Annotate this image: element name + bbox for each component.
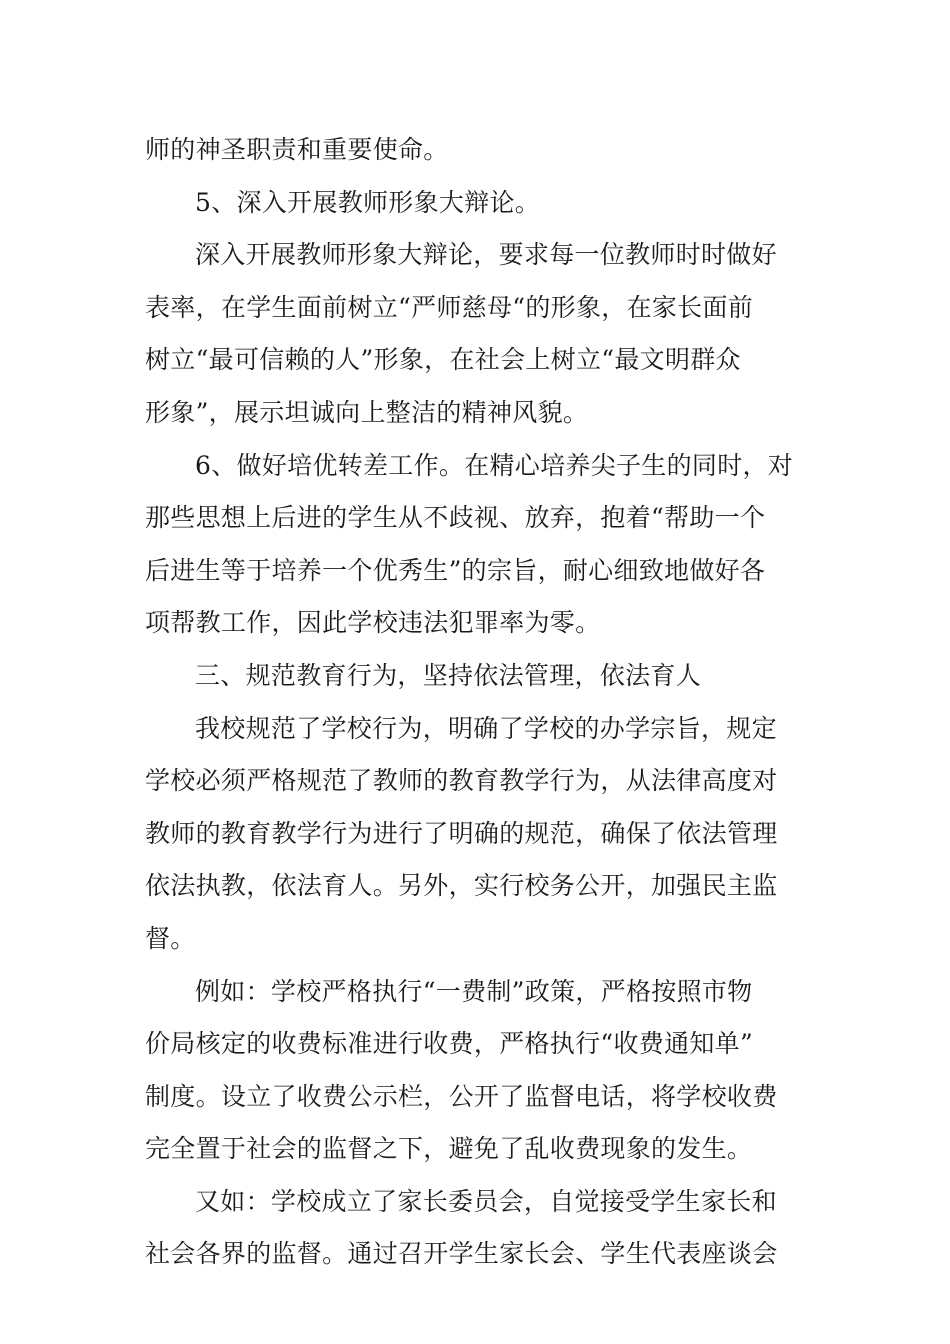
text-line: 6、做好培优转差工作。在精心培养尖子生的同时，对 — [195, 450, 794, 480]
text-line: 树立“最可信赖的人”形象，在社会上树立“最文明群众 — [145, 345, 741, 375]
text-line: 表率，在学生面前树立“严师慈母“的形象，在家长面前 — [145, 292, 754, 322]
text-line: 教师的教育教学行为进行了明确的规范，确保了依法管理 — [145, 818, 778, 848]
text-line: 社会各界的监督。通过召开学生家长会、学生代表座谈会 — [145, 1239, 778, 1269]
text-line: 又如：学校成立了家长委员会，自觉接受学生家长和 — [195, 1186, 777, 1216]
text-line: 那些思想上后进的学生从不歧视、放弃，抱着“帮助一个 — [145, 503, 766, 533]
text-line: 价局核定的收费标准进行收费，严格执行“收费通知单” — [145, 1029, 754, 1059]
text-line: 5、深入开展教师形象大辩论。 — [195, 187, 541, 217]
text-line: 制度。设立了收费公示栏，公开了监督电话，将学校收费 — [145, 1081, 778, 1111]
text-line: 后进生等于培养一个优秀生”的宗旨，耐心细致地做好各 — [145, 555, 766, 585]
text-line: 形象”，展示坦诚向上整洁的精神风貌。 — [145, 397, 589, 427]
text-line: 完全置于社会的监督之下，避免了乱收费现象的发生。 — [145, 1134, 753, 1164]
text-line: 师的神圣职责和重要使命。 — [145, 135, 449, 164]
section-heading: 三、规范教育行为，坚持依法管理，依法育人 — [195, 660, 702, 690]
text-line: 督。 — [145, 923, 196, 953]
text-line: 项帮教工作，因此学校违法犯罪率为零。 — [145, 608, 601, 638]
document-body — [145, 124, 807, 1281]
text-line: 例如：学校严格执行“一费制”政策，严格按照市物 — [195, 976, 753, 1006]
text-line: 我校规范了学校行为，明确了学校的办学宗旨，规定 — [195, 713, 777, 743]
text-line: 依法执教，依法育人。另外，实行校务公开，加强民主监 — [145, 871, 778, 901]
text-line: 深入开展教师形象大辩论，要求每一位教师时时做好 — [195, 240, 777, 270]
text-line: 学校必须严格规范了教师的教育教学行为，从法律高度对 — [145, 766, 778, 796]
